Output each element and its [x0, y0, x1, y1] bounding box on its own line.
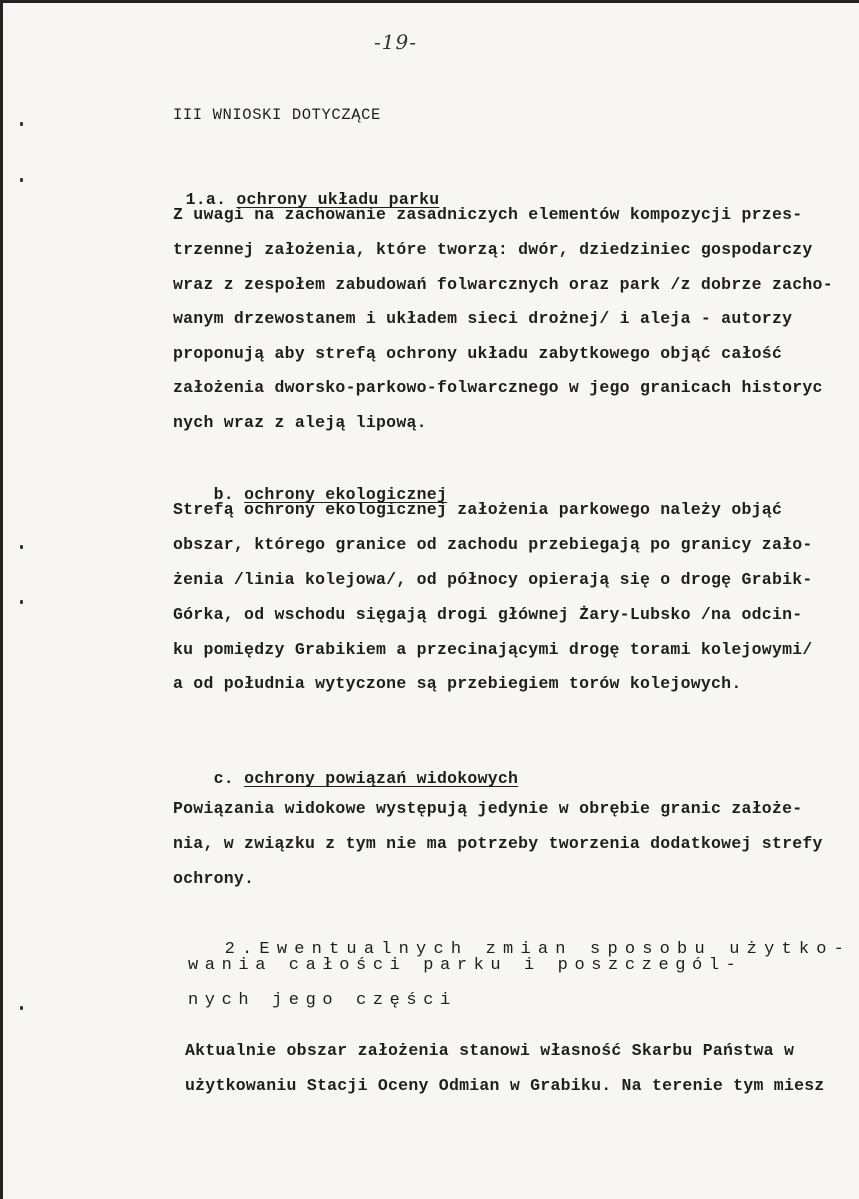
- item-1c-letter: c.: [213, 769, 234, 788]
- paragraph-line: trzennej założenia, które tworzą: dwór, dziedziniec gospodarczy: [173, 240, 813, 259]
- paragraph-line: ochrony.: [173, 869, 255, 888]
- paragraph-line: użytkowaniu Stacji Oceny Odmian w Grabiku. Na terenie tym miesz: [185, 1076, 825, 1095]
- item-2-title-line: Ewentualnych zmian sposobu użytko-: [259, 940, 852, 959]
- margin-mark: [20, 1006, 23, 1010]
- paragraph-line: Powiązania widokowe występują jedynie w obrębie granic założe-: [173, 799, 803, 818]
- margin-mark: [20, 178, 23, 182]
- page-number: -19-: [374, 30, 417, 54]
- item-1c-title: ochrony powiązań widokowych: [244, 769, 519, 788]
- item-1a-title: ochrony układu parku: [236, 190, 440, 209]
- item-1b-letter: b.: [213, 485, 234, 504]
- paragraph-line: wraz z zespołem zabudowań folwarcznych oraz park /z dobrze zacho-: [173, 275, 833, 294]
- paragraph-line: założenia dworsko-parkowo-folwarcznego w jego granicach historyc: [173, 378, 823, 397]
- paragraph-line: Z uwagi na zachowanie zasadniczych elementów kompozycji przes-: [173, 205, 803, 224]
- paragraph-line: obszar, którego granice od zachodu przebiegają po granicy zało-: [173, 535, 813, 554]
- paragraph-line: nia, w związku z tym nie ma potrzeby tworzenia dodatkowej strefy: [173, 834, 823, 853]
- scan-edge-left: [0, 0, 3, 1199]
- margin-mark: [20, 600, 23, 604]
- paragraph-line: żenia /linia kolejowa/, od północy opierają się o drogę Grabik-: [173, 570, 813, 589]
- paragraph-line: a od południa wytyczone są przebiegiem torów kolejowych.: [173, 674, 742, 693]
- item-1b-title: ochrony ekologicznej: [244, 485, 448, 504]
- section-heading: III WNIOSKI DOTYCZĄCE: [173, 106, 381, 124]
- paragraph-line: wanym drzewostanem i układem sieci drożnej/ i aleja - autorzy: [173, 309, 793, 328]
- paragraph-line: ku pomiędzy Grabikiem a przecinającymi drogę torami kolejowymi/: [173, 640, 813, 659]
- paragraph-line: Aktualnie obszar założenia stanowi własność Skarbu Państwa w: [185, 1041, 795, 1060]
- item-2-title-line: wania całości parku i poszczegól-: [188, 956, 743, 975]
- margin-mark: [20, 122, 23, 126]
- item-1a-letter: a.: [205, 190, 227, 209]
- margin-mark: [20, 545, 23, 549]
- paragraph-line: nych wraz z aleją lipową.: [173, 413, 427, 432]
- paragraph-line: Górka, od wschodu sięgają drogi głównej Żary-Lubsko /na odcin-: [173, 605, 803, 624]
- item-1-number: 1.: [185, 190, 206, 209]
- paragraph-line: Strefą ochrony ekologicznej założenia parkowego należy objąć: [173, 500, 783, 519]
- item-2-number: 2.: [224, 940, 260, 959]
- item-2-title-line: nych jego części: [188, 991, 457, 1010]
- scan-edge-top: [0, 0, 859, 3]
- paragraph-line: proponują aby strefą ochrony układu zabytkowego objąć całość: [173, 344, 783, 363]
